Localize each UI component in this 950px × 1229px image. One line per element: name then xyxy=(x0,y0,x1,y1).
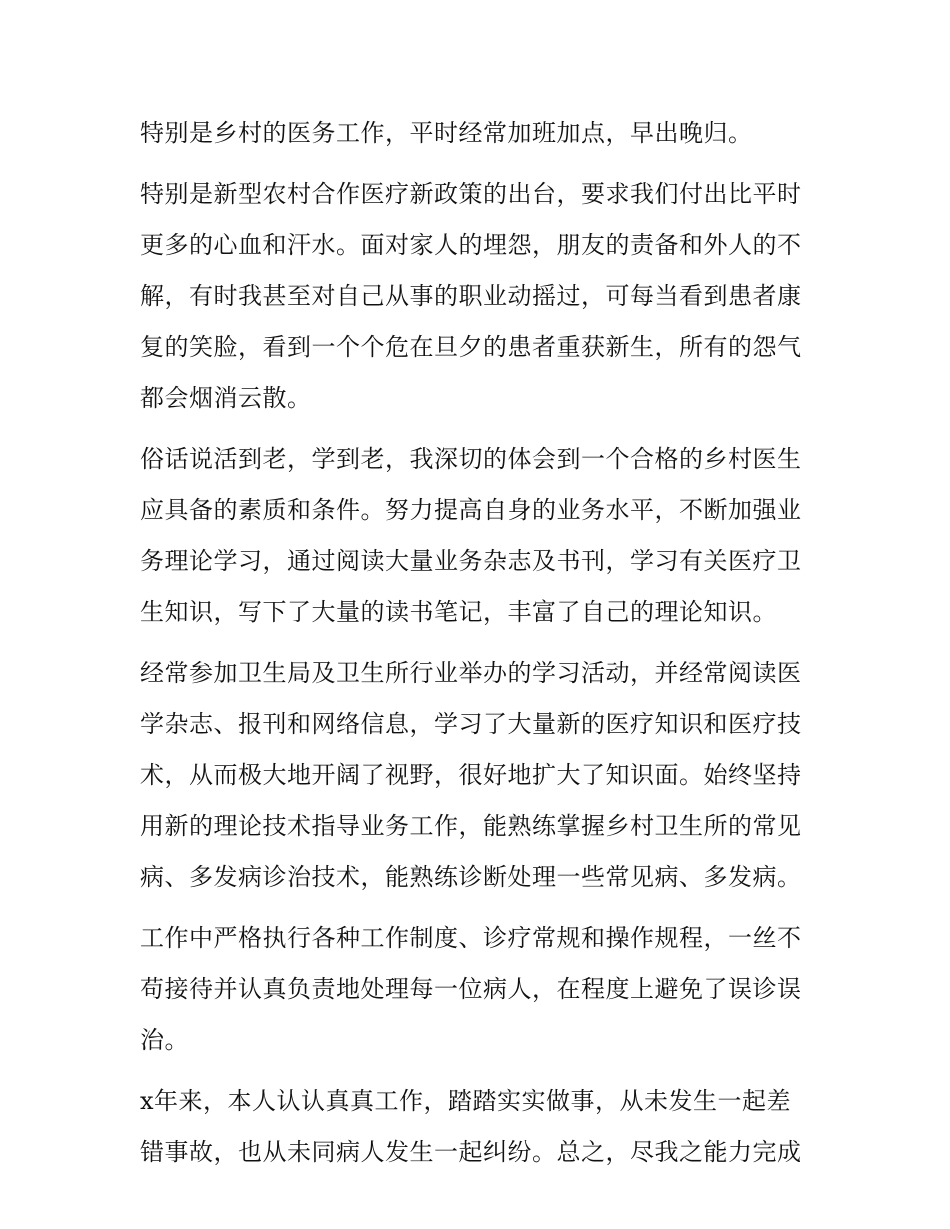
paragraph-1 xyxy=(140,108,820,159)
text-line: 更多的心血和汗水。面对家人的埋怨，朋友的责备和外人的不 xyxy=(140,231,802,259)
paragraph-2 xyxy=(140,169,820,424)
text-line: 学杂志、报刊和网络信息，学习了大量新的医疗知识和医疗技 xyxy=(140,710,802,738)
document-body xyxy=(140,108,820,1188)
text-line: 复的笑脸，看到一个个危在旦夕的患者重获新生，所有的怨气 xyxy=(140,333,802,361)
paragraph-6 xyxy=(140,1076,820,1178)
text-line: 特别是新型农村合作医疗新政策的出台，要求我们付出比平时 xyxy=(140,180,802,208)
text-line: 都会烟消云散。 xyxy=(140,384,312,412)
text-line: 病、多发病诊治技术，能熟练诊断处理一些常见病、多发病。 xyxy=(140,863,802,891)
text-line: 解，有时我甚至对自己从事的职业动摇过，可每当看到患者康 xyxy=(140,282,802,310)
paragraph-4 xyxy=(140,648,820,903)
text-line: 工作中严格执行各种工作制度、诊疗常规和操作规程，一丝不 xyxy=(140,924,802,952)
text-line: 生知识，写下了大量的读书笔记，丰富了自己的理论知识。 xyxy=(140,598,777,626)
text-line: 经常参加卫生局及卫生所行业举办的学习活动，并经常阅读医 xyxy=(140,659,802,687)
text-line: 治。 xyxy=(140,1026,189,1054)
text-line: 务理论学习，通过阅读大量业务杂志及书刊，学习有关医疗卫 xyxy=(140,547,802,575)
paragraph-3 xyxy=(140,434,820,638)
text-line: 特别是乡村的医务工作，平时经常加班加点，早出晚归。 xyxy=(140,119,753,147)
text-line: 错事故，也从未同病人发生一起纠纷。总之，尽我之能力完成 xyxy=(140,1138,802,1166)
text-line: 俗话说活到老，学到老，我深切的体会到一个合格的乡村医生 xyxy=(140,445,802,473)
paragraph-5 xyxy=(140,913,820,1066)
text-line: 应具备的素质和条件。努力提高自身的业务水平，不断加强业 xyxy=(140,496,802,524)
text-line: 苟接待并认真负责地处理每一位病人，在程度上避免了误诊误 xyxy=(140,975,802,1003)
text-line: 术，从而极大地开阔了视野，很好地扩大了知识面。始终坚持 xyxy=(140,761,802,789)
text-line: 用新的理论技术指导业务工作，能熟练掌握乡村卫生所的常见 xyxy=(140,812,802,840)
text-line: x年来，本人认认真真工作，踏踏实实做事，从未发生一起差 xyxy=(140,1087,792,1115)
